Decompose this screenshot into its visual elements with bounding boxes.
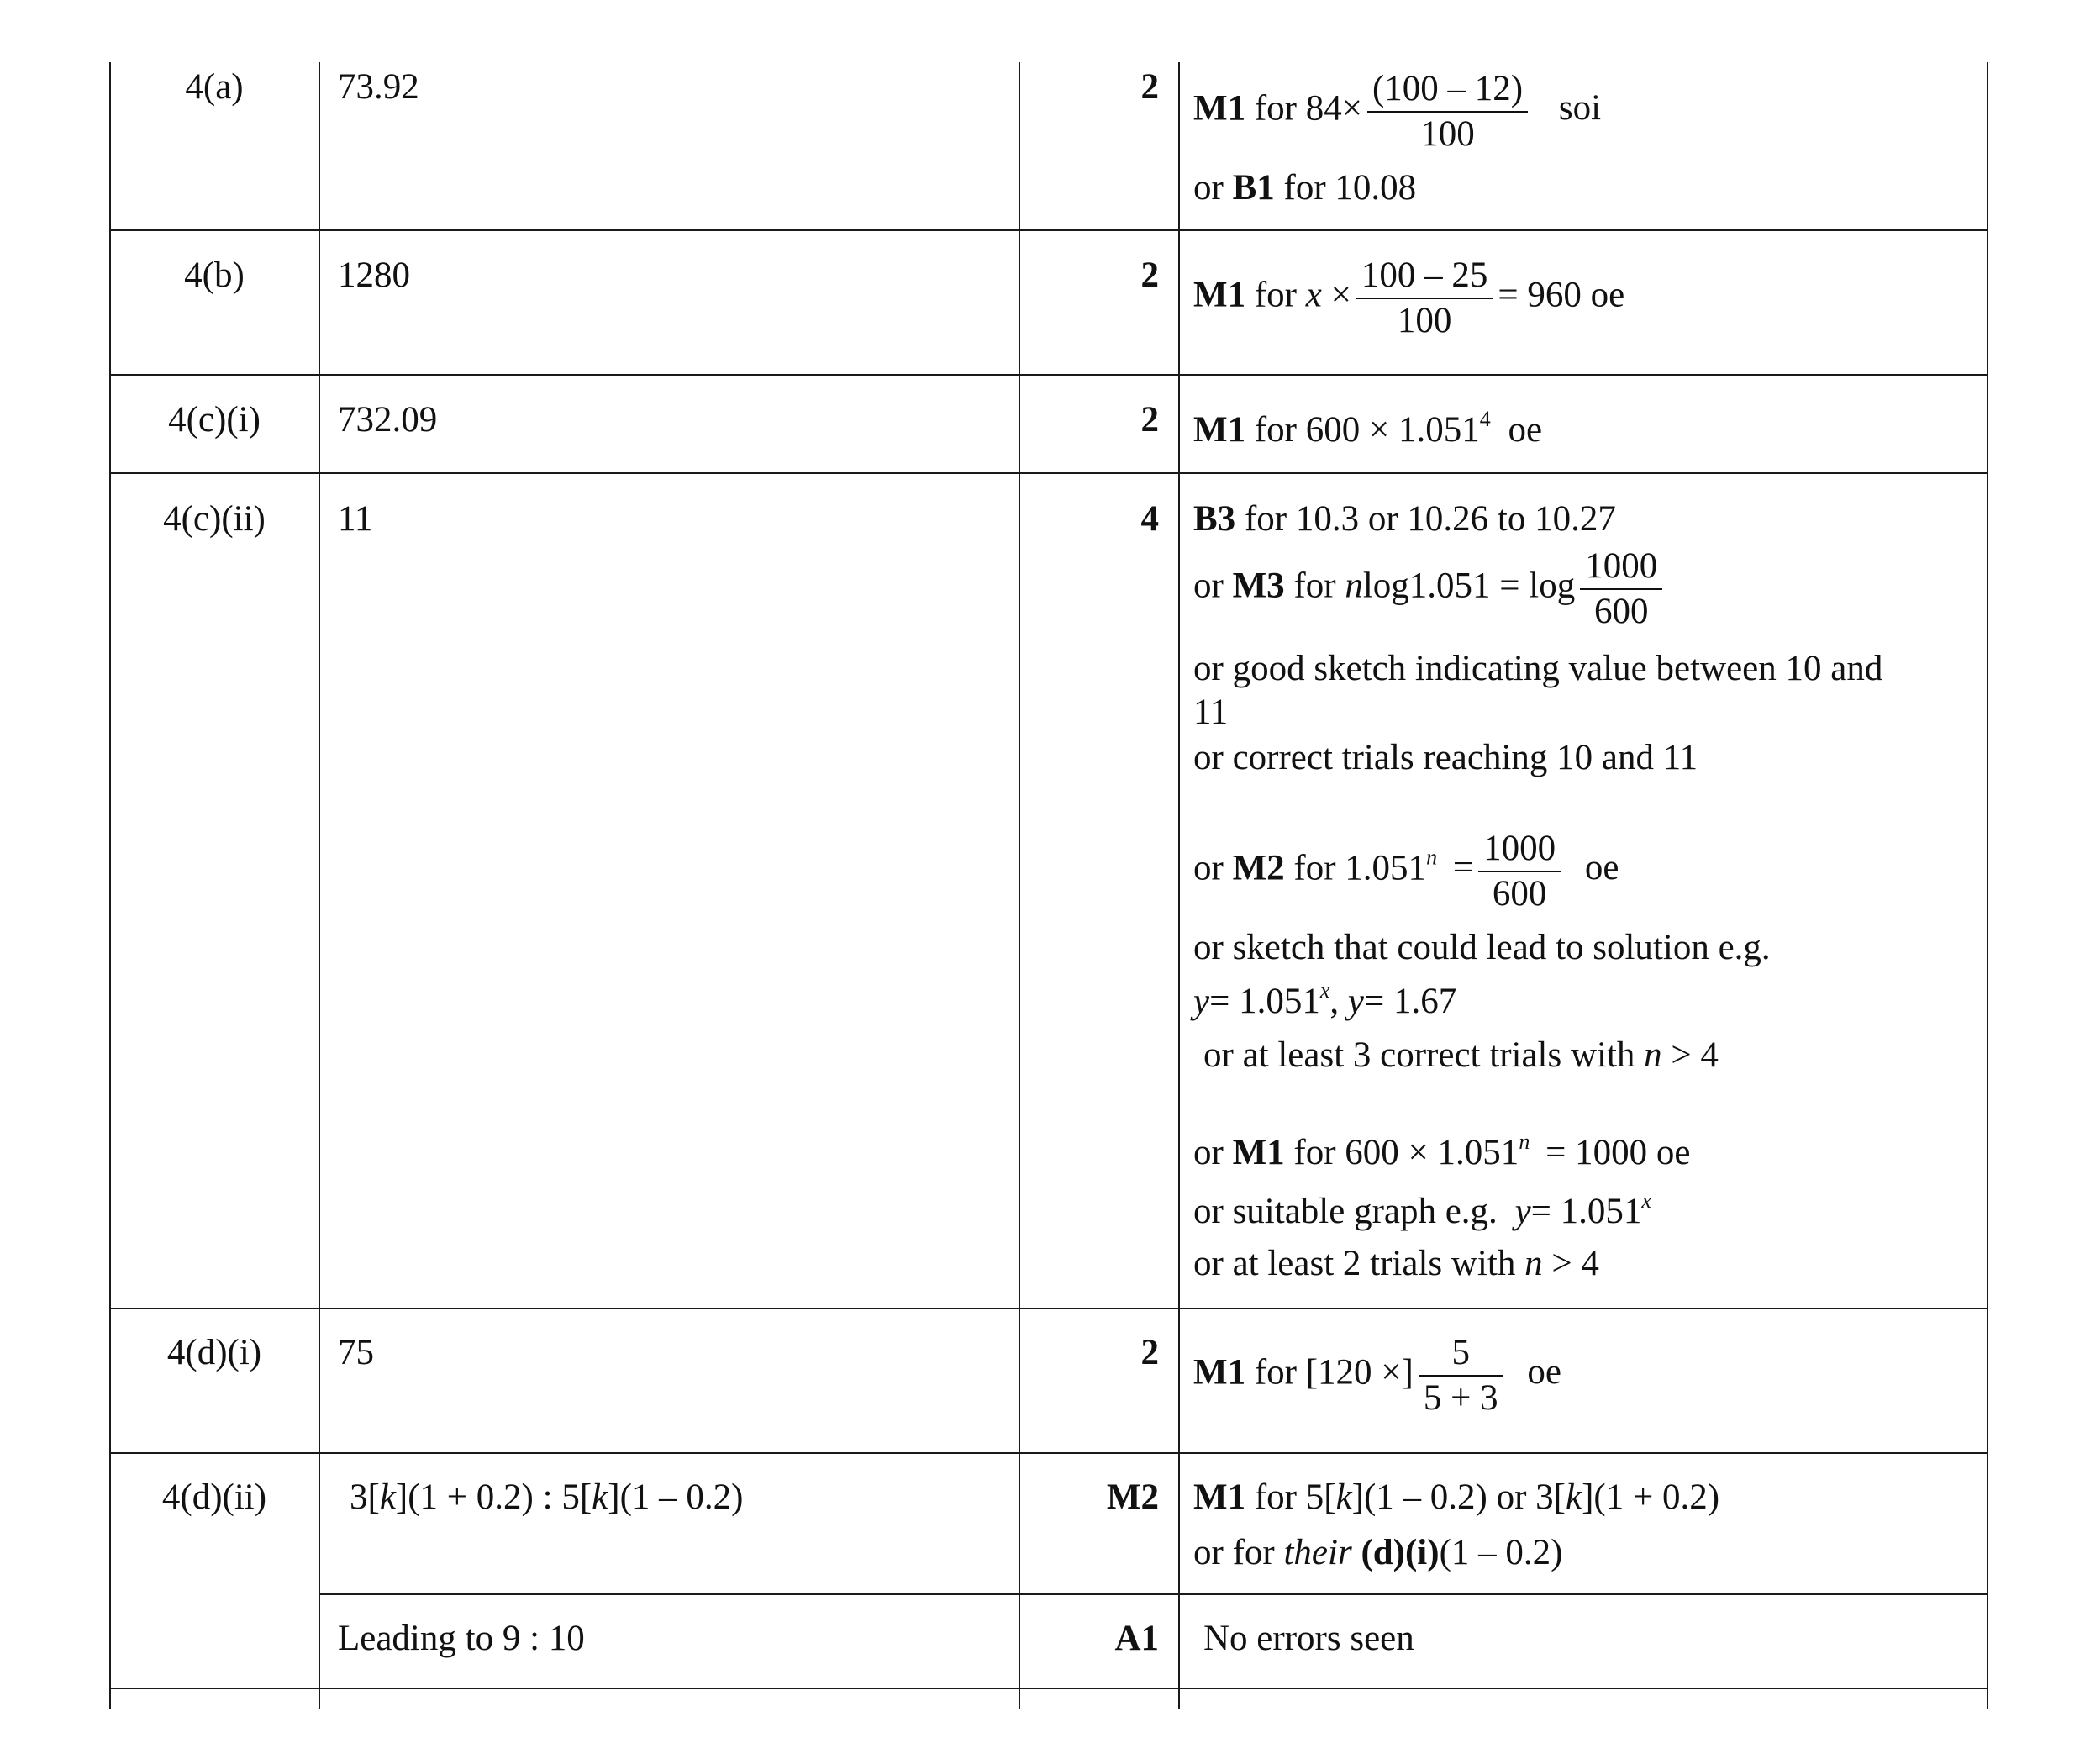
marks: M2 [1106, 1477, 1159, 1517]
row-divider [109, 1688, 1988, 1689]
mark-code: M1 [1193, 275, 1246, 315]
question-number: 4(d)(i) [166, 1333, 262, 1372]
row-divider [109, 1452, 1988, 1454]
table-border-right [1987, 62, 1988, 1709]
fraction: $\frac{1000}{600}$ [1580, 545, 1662, 633]
marks: 2 [1140, 255, 1159, 295]
mark-code: M1 [1193, 410, 1246, 450]
guidance-line: or at least 3 correct trials with n > 4 [1203, 1035, 1719, 1075]
fraction: $\frac{5}{5 + 3}$ [1419, 1331, 1503, 1419]
guidance-line: or M3 for nlog1.051 = log $\frac{1000}{600}$ [1193, 545, 1667, 633]
guidance-line: M1 for x × $\frac{100 - 25}{100}$ = 960 oe [1193, 254, 1624, 342]
mark-code: M3 [1232, 566, 1285, 606]
guidance-line: or M1 for $600 \times 1.051^n = 1000$ oe [1193, 1129, 1691, 1172]
guidance-line: M1 for 5[k](1 – 0.2) or 3[k](1 + 0.2) [1193, 1477, 1720, 1517]
answer: 732.09 [338, 400, 438, 440]
mark-code: M1 [1193, 1352, 1246, 1393]
row-divider [109, 229, 1988, 231]
guidance-line: M1 for [120 ×] $\frac{5}{5 + 3}$ oe [1193, 1331, 1561, 1419]
answer: 1280 [338, 255, 410, 295]
marks: 2 [1140, 1333, 1159, 1372]
column-divider-1 [319, 62, 320, 1709]
mark-code: M1 [1232, 1133, 1285, 1172]
marks: 2 [1140, 400, 1159, 440]
table-border-left [109, 62, 111, 1709]
fraction: $\frac{100 - 25}{100}$ [1356, 254, 1493, 342]
fraction: $\frac{1000}{600}$ [1478, 827, 1561, 915]
marks: 2 [1140, 67, 1159, 107]
guidance-line: or at least 2 trials with n > 4 [1193, 1244, 1599, 1283]
mark-code: M1 [1193, 88, 1246, 129]
column-divider-2 [1019, 62, 1020, 1709]
guidance-line: or B1 for 10.08 [1193, 168, 1417, 208]
question-number: 4(a) [185, 67, 244, 107]
mark-code: M2 [1232, 848, 1285, 888]
row-divider [109, 472, 1988, 474]
guidance-line: or suitable graph e.g. $y= 1.051^x$ [1193, 1188, 1651, 1231]
row-divider [109, 1308, 1988, 1309]
mark-code: B1 [1232, 168, 1275, 208]
guidance-line: or for their (d)(i)(1 – 0.2) [1193, 1533, 1563, 1572]
row-divider [109, 374, 1988, 376]
guidance-line: B3 for 10.3 or 10.26 to 10.27 [1193, 499, 1616, 539]
fraction: $\frac{(100 - 12)}{100}$ [1367, 67, 1528, 155]
mark-code: B3 [1193, 499, 1236, 539]
question-number: 4(c)(ii) [163, 499, 266, 539]
guidance-line: or correct trials reaching 10 and 11 [1193, 738, 1698, 777]
guidance-line: M1 for 84× $\frac{(100 - 12)}{100}$ soi [1193, 67, 1601, 155]
answer: 3[k](1 + 0.2) : 5[k](1 – 0.2) [350, 1477, 744, 1517]
guidance-line: M1 for $600 \times 1.051^4$ oe [1193, 407, 1543, 450]
answer: 11 [338, 499, 373, 539]
answer: 73.92 [338, 67, 419, 107]
column-divider-3 [1178, 62, 1180, 1709]
row-divider-partial [319, 1593, 1988, 1595]
answer: Leading to 9 : 10 [338, 1619, 585, 1658]
question-number: 4(b) [184, 255, 245, 295]
marks: A1 [1114, 1619, 1159, 1658]
question-number: 4(c)(i) [168, 400, 261, 440]
mark-code: M1 [1193, 1477, 1246, 1517]
guidance-line: or sketch that could lead to solution e.g. [1193, 928, 1771, 967]
guidance-line: $y= 1.051^x$, y= 1.67 [1193, 978, 1457, 1021]
guidance-line: 11 [1193, 692, 1229, 732]
question-number: 4(d)(ii) [161, 1477, 267, 1517]
marks: 4 [1140, 499, 1159, 539]
answer: 75 [338, 1333, 374, 1372]
guidance-line: or good sketch indicating value between 10 and [1193, 649, 1883, 688]
guidance-line: No errors seen [1203, 1619, 1414, 1658]
guidance-line: or M2 for 1.051$^n$ = $\frac{1000}{600}$ oe [1193, 827, 1619, 915]
